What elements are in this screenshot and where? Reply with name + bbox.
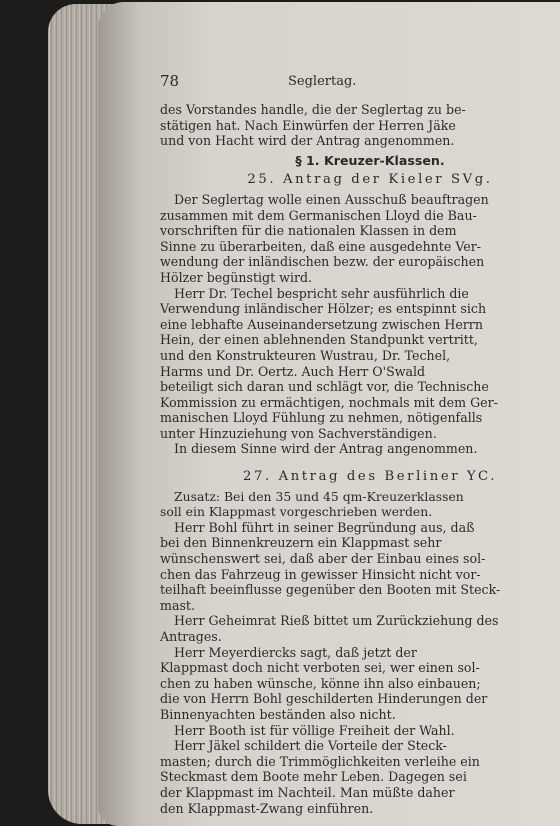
motion-27-bohl: Herr Bohl führt in seiner Begründung aus, daß bei den Binnenkreuzern ein Klappmast sehr wünschenswert sei, daß aber der Einbau eines sol- chen das Fahrzeug in gewisser Hinsicht nicht vor- teilhaft beeinflusse gegenüber den Booten mit Steck- mast. [160, 519, 501, 613]
running-title: Seglertag. [288, 74, 357, 89]
motion-25-text: Der Seglertag wolle einen Ausschuß beauftragen zusammen mit dem Germanischen Lloyd die Bau- vorschriften für die nationalen Klassen in dem Sinne zu überarbeiten, daß eine ausgedehnte Ver- wendung der inländischen bezw. der europäischen Hölzer begünstigt wird. [160, 191, 489, 285]
motion-25-discussion: Herr Dr. Techel bespricht sehr ausführlich die Verwendung inländischer Hölzer; es entspinnt sich eine lebhafte Auseinandersetzung zwischen Herrn Hein, der einen ablehnenden Standpunkt vertritt, und den Konstrukteuren Wustrau, Dr. Techel, Harms und Dr. Oertz. Auch Herr O'Swald beteiligt sich daran und schlägt vor, die Technische Kommission zu ermächtigen, nochmals mit dem Ger- manischen Lloyd Fühlung zu nehmen, nötigenfalls unter Hinzuziehung von Sachverständigen. [160, 285, 498, 441]
motion-27-booth: Herr Booth ist für völlige Freiheit der Wahl. [174, 722, 455, 738]
running-head [160, 74, 560, 92]
intro-paragraph: des Vorstandes handle, die der Seglertag zu be- stätigen hat. Nach Einwürfen der Herren Jäke und von Hacht wird der Antrag angenommen. [160, 102, 466, 149]
motion-27-meyerdiercks: Herr Meyerdiercks sagt, daß jetzt der Klappmast doch nicht verboten sei, wer einen sol- chen zu haben wünsche, könne ihn also einbauen; die von Herrn Bohl geschilderten Hinderungen der Binnenyachten beständen also nicht. [160, 644, 488, 722]
motion-27-riess: Herr Geheimrat Rieß bittet um Zurückziehung des Antrages. [160, 613, 499, 644]
section-heading: § 1. Kreuzer-Klassen. [295, 152, 445, 168]
section-gap [160, 457, 560, 469]
page-body [160, 102, 560, 816]
page-number: 78 [160, 72, 180, 90]
motion-25-heading: 25. Antrag der Kieler SVg. [247, 172, 493, 188]
motion-25-result: In diesem Sinne wird der Antrag angenommen. [174, 441, 478, 457]
motion-27-jaekel: Herr Jäkel schildert die Vorteile der Steck- masten; durch die Trimmöglichkeiten verleihe ein Steckmast dem Boote mehr Leben. Dagegen sei der Klappmast im Nachteil. Man müßte daher den Klappmast-Zwang einführen. [160, 738, 480, 816]
motion-27-heading: 27. Antrag des Berliner YC. [243, 469, 497, 485]
motion-27-text: Zusatz: Bei den 35 und 45 qm-Kreuzerklassen soll ein Klappmast vorgeschrieben werden. [160, 488, 464, 520]
